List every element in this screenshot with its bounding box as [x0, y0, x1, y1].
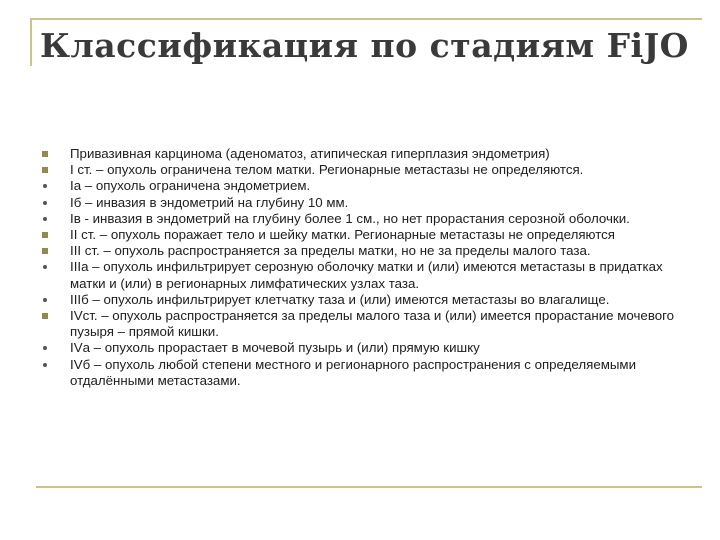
- dot-bullet-icon: [43, 363, 47, 367]
- list-item: [42, 195, 682, 211]
- list-item: [42, 178, 682, 194]
- square-bullet-icon: [42, 248, 48, 254]
- list-item: [42, 243, 682, 259]
- square-bullet-icon: [42, 167, 48, 173]
- dot-bullet-icon: [43, 184, 47, 188]
- square-bullet-icon: [42, 313, 48, 319]
- list-item-text: III ст. – опухоль распространяется за пределы матки, но не за пределы малого таза.: [70, 243, 591, 259]
- list-item-text: Ia – опухоль ограничена эндометрием.: [70, 178, 311, 194]
- list-item: [42, 162, 682, 178]
- list-item-text: IIIа – опухоль инфильтрирует серозную оболочку матки и (или) имеются метастазы в придатках матки и (или) в регионарных лимфатических узлах таза.: [70, 259, 663, 291]
- frame-bottom-line: [36, 486, 702, 488]
- square-bullet-icon: [42, 232, 48, 238]
- dot-bullet-icon: [43, 265, 47, 269]
- list-item-text: IVст. – опухоль распространяется за пределы малого таза и (или) имеется прорастание мочевого пузыря – прямой кишки.: [70, 308, 675, 340]
- list-item-text: Привазивная карцинома (аденоматоз, атипическая гиперплазия эндометрия): [70, 146, 550, 161]
- list-item-text: Iб – инвазия в эндометрий на глубину 10 мм.: [70, 194, 349, 210]
- list-item-text: IVб – опухоль любой степени местного и регионарного распространения с определяемыми отдалёнными метастазами.: [70, 356, 636, 388]
- bullet-list: [42, 146, 682, 389]
- list-item-text: IIIб – опухоль инфильтрирует клетчатку таза и (или) имеются метастазы во влагалище.: [70, 291, 610, 307]
- frame-top-line: [30, 18, 702, 20]
- list-item: [42, 340, 682, 356]
- dot-bullet-icon: [43, 346, 47, 350]
- list-item: [42, 227, 682, 243]
- list-item-text: II ст. – опухоль поражает тело и шейку матки. Регионарные метастазы не определяются: [70, 227, 616, 243]
- list-item: [42, 357, 682, 389]
- list-item-text: IVа – опухоль прорастает в мочевой пузырь и (или) прямую кишку: [70, 340, 480, 356]
- list-item: [42, 146, 682, 162]
- square-bullet-icon: [42, 151, 48, 157]
- dot-bullet-icon: [43, 217, 47, 221]
- list-item: [42, 308, 682, 340]
- list-item: [42, 259, 682, 291]
- list-item-text: I ст. – опухоль ограничена телом матки. Регионарные метастазы не определяются.: [70, 162, 584, 178]
- list-item: [42, 292, 682, 308]
- dot-bullet-icon: [43, 201, 47, 205]
- dot-bullet-icon: [43, 298, 47, 302]
- list-item: [42, 211, 682, 227]
- frame-left-line: [30, 18, 32, 66]
- list-item-text: Iв - инвазия в эндометрий на глубину более 1 см., но нет прорастания серозной оболочки.: [70, 210, 630, 226]
- slide-title: Классификация по стадиям FiJO: [40, 26, 689, 65]
